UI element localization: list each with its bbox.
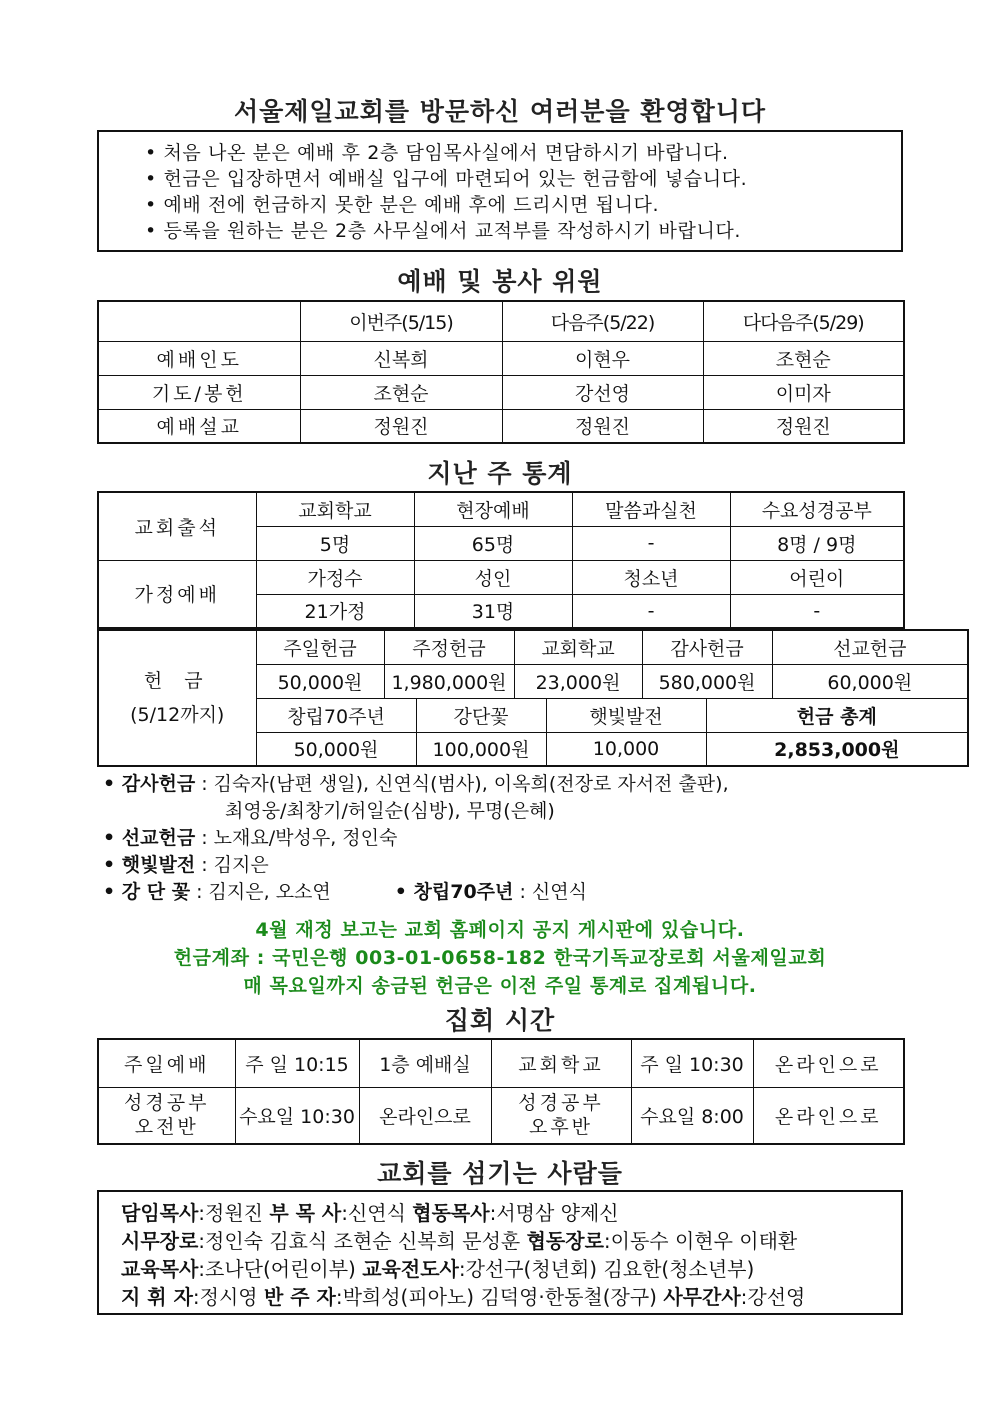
offering-header: 선교헌금 bbox=[772, 630, 968, 664]
role-names: :박희성(피아노) 김덕영·한동철(장구) bbox=[335, 1285, 664, 1309]
offering-total-value: 2,853,000원 bbox=[706, 732, 968, 766]
welcome-title: 서울제일교회를 방문하신 여러분을 환영합니다 bbox=[233, 97, 767, 126]
service-cell: 정원진 bbox=[703, 409, 904, 443]
family-value: - bbox=[572, 594, 730, 628]
family-value: 21가정 bbox=[256, 594, 414, 628]
offering-table bbox=[97, 629, 969, 767]
servants-line bbox=[121, 1255, 901, 1283]
meetings-title: 집회 시간 bbox=[444, 1006, 556, 1035]
offering-value: 100,000원 bbox=[416, 732, 546, 766]
finance-notice bbox=[97, 916, 903, 1000]
service-cell: 정원진 bbox=[300, 409, 502, 443]
offering-value: 580,000원 bbox=[642, 664, 772, 698]
offering-value: 1,980,000원 bbox=[384, 664, 514, 698]
meeting-name: 성경공부 오전반 bbox=[98, 1087, 235, 1144]
role-label: 협동장로 bbox=[526, 1229, 604, 1253]
thanks-label: 감사헌금 bbox=[121, 773, 196, 795]
role-names: :신연식 bbox=[341, 1201, 413, 1225]
mission-names: : 노재요/박성우, 정인숙 bbox=[201, 827, 398, 849]
offering-label: 헌 금 bbox=[143, 670, 211, 692]
offering-sublabel: (5/12까지) bbox=[130, 704, 225, 726]
role-names: :정인숙 김효식 조현순 신복희 문성훈 bbox=[198, 1229, 527, 1253]
service-row-label: 예배설교 bbox=[98, 409, 300, 443]
offering-header: 감사헌금 bbox=[642, 630, 772, 664]
servants-title: 교회를 섬기는 사람들 bbox=[377, 1159, 623, 1188]
service-cell: 이미자 bbox=[703, 375, 904, 409]
service-row bbox=[98, 409, 904, 443]
servants-line bbox=[121, 1227, 901, 1255]
service-header: 다다음주(5/29) bbox=[703, 301, 904, 341]
meeting-time: 수요일 10:30 bbox=[235, 1087, 359, 1144]
solar-names: : 김지은 bbox=[201, 854, 269, 876]
meetings-row bbox=[98, 1039, 904, 1087]
attendance-header: 수요성경공부 bbox=[730, 492, 904, 526]
servants-box bbox=[97, 1190, 903, 1315]
offering-value: 10,000 bbox=[546, 732, 706, 766]
service-header: 다음주(5/22) bbox=[502, 301, 703, 341]
family-label: 가정예배 bbox=[98, 560, 256, 628]
role-label: 교육전도사 bbox=[362, 1257, 459, 1281]
service-cell: 조현순 bbox=[300, 375, 502, 409]
service-cell: 이현우 bbox=[502, 341, 703, 375]
attendance-value: 8명 / 9명 bbox=[730, 526, 904, 560]
family-value: - bbox=[730, 594, 904, 628]
offering-total-header: 헌금 총계 bbox=[706, 698, 968, 732]
offering-label-cell bbox=[98, 630, 256, 766]
service-header-row bbox=[98, 301, 904, 341]
meeting-name: 교회학교 bbox=[491, 1039, 631, 1087]
thanks-names-cont: 최영웅/최창기/허일순(심방), 무명(은혜) bbox=[225, 800, 555, 822]
service-cell: 강선영 bbox=[502, 375, 703, 409]
attendance-header: 현장예배 bbox=[414, 492, 572, 526]
offering-header: 주정헌금 bbox=[384, 630, 514, 664]
service-row bbox=[98, 341, 904, 375]
service-row-label: 기도/봉헌 bbox=[98, 375, 300, 409]
flower-label: 강 단 꽃 bbox=[121, 881, 191, 903]
attendance-family-table bbox=[97, 491, 905, 629]
attendance-value: - bbox=[572, 526, 730, 560]
meetings-row bbox=[98, 1087, 904, 1144]
finance-notice-line: 매 목요일까지 송금된 헌금은 이전 주일 통계로 집계됩니다. bbox=[243, 975, 757, 997]
attendance-value: 65명 bbox=[414, 526, 572, 560]
family-header: 어린이 bbox=[730, 560, 904, 594]
attendance-label: 교회출석 bbox=[98, 492, 256, 560]
bank-account-line: 헌금계좌 : 국민은행 003-01-0658-182 한국기독교장로회 서울제일교회 bbox=[173, 947, 827, 969]
meeting-name: 성경공부 오후반 bbox=[491, 1087, 631, 1144]
role-names: :강선영 bbox=[740, 1285, 806, 1309]
role-label: 부 목 사 bbox=[269, 1201, 342, 1225]
meeting-time: 주 일 10:30 bbox=[631, 1039, 753, 1087]
service-cell: 조현순 bbox=[703, 341, 904, 375]
offering-value: 23,000원 bbox=[514, 664, 642, 698]
finance-notice-line: 4월 재정 보고는 교회 홈페이지 공지 게시판에 있습니다. bbox=[255, 919, 745, 941]
offering-header: 창립70주년 bbox=[256, 698, 416, 732]
welcome-item: • 등록을 원하는 분은 2층 사무실에서 교적부를 작성하시기 바랍니다. bbox=[145, 220, 742, 242]
meeting-time: 주 일 10:15 bbox=[235, 1039, 359, 1087]
role-label: 협동목사 bbox=[412, 1201, 490, 1225]
role-label: 교육목사 bbox=[121, 1257, 199, 1281]
role-label: 반 주 자 bbox=[263, 1285, 336, 1309]
meeting-place: 온라인으로 bbox=[359, 1087, 491, 1144]
attendance-value: 5명 bbox=[256, 526, 414, 560]
attendance-header: 교회학교 bbox=[256, 492, 414, 526]
givers-list: • 감사헌금 : 김숙자(남편 생일), 신연식(범사), 이옥희(전장로 자서전 출판), 최영웅/최창기/허일순(심방), 무명(은혜) • 선교헌금 : 노재요/박성우, 정인숙 • 햇빛발전 : 김지은 • 강 단 꽃 : 김지은, 오소연 • 창립70주년 : 신연식 bbox=[103, 771, 903, 906]
welcome-item: • 헌금은 입장하면서 예배실 입구에 마련되어 있는 헌금함에 넣습니다. bbox=[145, 168, 748, 190]
servants-lines bbox=[121, 1199, 901, 1311]
servants-line bbox=[121, 1199, 901, 1227]
meeting-place: 온라인으로 bbox=[753, 1087, 904, 1144]
meeting-place: 1층 예배실 bbox=[359, 1039, 491, 1087]
role-names: :정원진 bbox=[198, 1201, 270, 1225]
service-header: 이번주(5/15) bbox=[300, 301, 502, 341]
stats-title: 지난 주 통계 bbox=[427, 459, 573, 488]
service-row-label: 예배인도 bbox=[98, 341, 300, 375]
offering-header: 햇빛발전 bbox=[546, 698, 706, 732]
role-names: :강선구(청년회) 김요한(청소년부) bbox=[458, 1257, 755, 1281]
service-header-empty bbox=[98, 301, 300, 341]
family-header: 가정수 bbox=[256, 560, 414, 594]
service-row bbox=[98, 375, 904, 409]
role-label: 시무장로 bbox=[121, 1229, 199, 1253]
family-value: 31명 bbox=[414, 594, 572, 628]
role-label: 지 휘 자 bbox=[121, 1285, 193, 1309]
offering-value: 60,000원 bbox=[772, 664, 968, 698]
meetings-table bbox=[97, 1038, 905, 1145]
welcome-item: • 예배 전에 헌금하지 못한 분은 예배 후에 드리시면 됩니다. bbox=[145, 194, 660, 216]
offering-value: 50,000원 bbox=[256, 664, 384, 698]
solar-label: 햇빛발전 bbox=[121, 854, 196, 876]
mission-label: 선교헌금 bbox=[121, 827, 196, 849]
offering-header: 주일헌금 bbox=[256, 630, 384, 664]
role-names: :정시영 bbox=[192, 1285, 264, 1309]
family-header: 청소년 bbox=[572, 560, 730, 594]
service-table bbox=[97, 300, 905, 444]
role-names: :이동수 이현우 이태환 bbox=[603, 1229, 798, 1253]
thanks-names: : 김숙자(남편 생일), 신연식(범사), 이옥희(전장로 자서전 출판), bbox=[201, 773, 729, 795]
meeting-time: 수요일 8:00 bbox=[631, 1087, 753, 1144]
role-label: 사무간사 bbox=[663, 1285, 741, 1309]
welcome-notice-box bbox=[97, 130, 903, 252]
family-header: 성인 bbox=[414, 560, 572, 594]
offering-header: 교회학교 bbox=[514, 630, 642, 664]
meeting-name: 주일예배 bbox=[98, 1039, 235, 1087]
welcome-item: • 처음 나온 분은 예배 후 2층 담임목사실에서 면담하시기 바랍니다. bbox=[145, 142, 729, 164]
offering-value: 50,000원 bbox=[256, 732, 416, 766]
role-label: 담임목사 bbox=[121, 1201, 199, 1225]
attendance-header: 말씀과실천 bbox=[572, 492, 730, 526]
role-names: :서명삼 양제신 bbox=[489, 1201, 619, 1225]
service-cell: 신복희 bbox=[300, 341, 502, 375]
meeting-place: 온라인으로 bbox=[753, 1039, 904, 1087]
flower-names: : 김지은, 오소연 bbox=[196, 881, 331, 903]
role-names: :조나단(어린이부) bbox=[198, 1257, 363, 1281]
offering-header: 강단꽃 bbox=[416, 698, 546, 732]
anniv-names: : 신연식 bbox=[519, 881, 587, 903]
service-title: 예배 및 봉사 위원 bbox=[397, 267, 603, 296]
servants-line bbox=[121, 1283, 901, 1311]
anniv-label: 창립70주년 bbox=[413, 881, 514, 903]
service-cell: 정원진 bbox=[502, 409, 703, 443]
